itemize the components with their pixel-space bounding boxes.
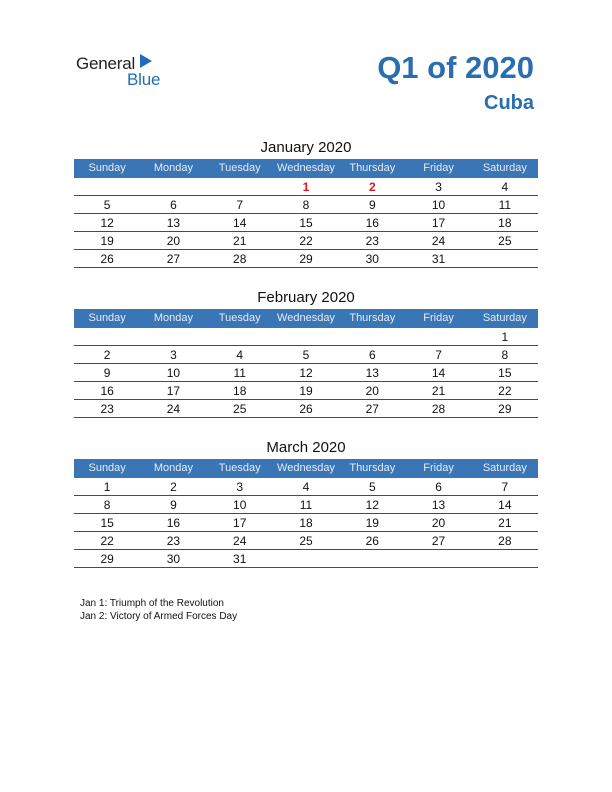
day-cell: 15 [273,214,339,232]
day-cell [74,328,140,346]
weekday-header: Sunday [74,309,140,328]
calendar-grid [74,459,538,568]
day-cell: 26 [74,250,140,268]
day-cell: 7 [472,478,538,496]
weekday-header: Wednesday [273,309,339,328]
day-cell: 26 [339,532,405,550]
logo-text-blue: Blue [127,70,161,89]
day-cell: 10 [140,364,206,382]
day-cell [339,328,405,346]
day-cell: 3 [405,178,471,196]
day-cell: 5 [339,478,405,496]
brand-logo [76,52,176,92]
day-cell: 13 [140,214,206,232]
day-cell: 4 [207,346,273,364]
logo-triangle-icon [140,54,152,68]
weekday-header: Thursday [339,309,405,328]
holiday-note: Jan 2: Victory of Armed Forces Day [80,611,238,622]
month-february [74,287,538,418]
calendar-grid [74,159,538,268]
logo-text-general: General [76,54,136,73]
weekday-header: Sunday [74,459,140,478]
month-title: January 2020 [260,139,352,156]
day-cell [405,328,471,346]
day-cell: 3 [207,478,273,496]
month-january [74,137,538,268]
weekday-header: Wednesday [273,459,339,478]
weekday-header: Saturday [472,459,538,478]
day-cell: 30 [339,250,405,268]
day-cell: 31 [207,550,273,568]
day-cell: 10 [207,496,273,514]
day-cell [140,178,206,196]
day-cell: 19 [339,514,405,532]
day-cell: 27 [405,532,471,550]
day-cell [207,328,273,346]
day-cell: 6 [140,196,206,214]
day-cell: 21 [405,382,471,400]
holiday-day-cell: 2 [339,178,405,196]
day-cell: 22 [74,532,140,550]
day-cell [273,550,339,568]
day-cell [207,178,273,196]
day-cell: 20 [339,382,405,400]
day-cell [273,328,339,346]
day-cell: 12 [74,214,140,232]
day-cell: 14 [472,496,538,514]
weekday-header: Friday [405,159,471,178]
day-cell: 21 [472,514,538,532]
day-cell [405,550,471,568]
day-cell: 25 [207,400,273,418]
day-cell: 30 [140,550,206,568]
day-cell: 20 [405,514,471,532]
day-cell: 28 [472,532,538,550]
day-cell: 19 [74,232,140,250]
day-cell: 6 [405,478,471,496]
day-cell: 9 [74,364,140,382]
day-cell: 24 [405,232,471,250]
day-cell: 6 [339,346,405,364]
day-cell: 18 [273,514,339,532]
month-title: March 2020 [266,439,346,456]
weekday-header: Monday [140,159,206,178]
day-cell [339,550,405,568]
day-cell: 3 [140,346,206,364]
day-cell: 7 [405,346,471,364]
weekday-header: Wednesday [273,159,339,178]
calendar-grid [74,309,538,418]
day-cell: 8 [74,496,140,514]
day-cell: 1 [74,478,140,496]
day-cell: 8 [273,196,339,214]
day-cell: 17 [140,382,206,400]
day-cell: 11 [273,496,339,514]
weekday-header: Friday [405,309,471,328]
day-cell: 13 [405,496,471,514]
day-cell: 7 [207,196,273,214]
day-cell: 13 [339,364,405,382]
weekday-header: Sunday [74,159,140,178]
day-cell: 16 [74,382,140,400]
month-march [74,437,538,568]
day-cell: 24 [207,532,273,550]
day-cell [472,250,538,268]
day-cell: 17 [207,514,273,532]
holiday-notes [80,597,237,623]
day-cell: 21 [207,232,273,250]
day-cell: 26 [273,400,339,418]
weekday-header: Tuesday [207,159,273,178]
country-name: Cuba [484,92,534,114]
day-cell: 14 [405,364,471,382]
day-cell: 23 [140,532,206,550]
page-title: Q1 of 2020 [377,50,534,85]
day-cell: 24 [140,400,206,418]
weekday-header: Thursday [339,159,405,178]
day-cell: 23 [74,400,140,418]
day-cell: 28 [207,250,273,268]
day-cell: 2 [140,478,206,496]
day-cell: 18 [472,214,538,232]
day-cell: 27 [339,400,405,418]
day-cell: 29 [273,250,339,268]
day-cell [74,178,140,196]
day-cell: 10 [405,196,471,214]
day-cell: 29 [74,550,140,568]
day-cell: 12 [339,496,405,514]
day-cell: 11 [472,196,538,214]
day-cell: 4 [472,178,538,196]
day-cell: 4 [273,478,339,496]
day-cell: 16 [140,514,206,532]
day-cell: 12 [273,364,339,382]
day-cell: 9 [140,496,206,514]
weekday-header: Saturday [472,309,538,328]
weekday-header: Friday [405,459,471,478]
holiday-day-cell: 1 [273,178,339,196]
weekday-header: Tuesday [207,309,273,328]
weekday-header: Thursday [339,459,405,478]
day-cell: 31 [405,250,471,268]
day-cell [472,550,538,568]
day-cell: 27 [140,250,206,268]
day-cell: 23 [339,232,405,250]
weekday-header: Tuesday [207,459,273,478]
holiday-note: Jan 1: Triumph of the Revolution [80,598,224,609]
month-title: February 2020 [257,289,355,306]
weekday-header: Monday [140,459,206,478]
weekday-header: Saturday [472,159,538,178]
day-cell: 18 [207,382,273,400]
day-cell: 20 [140,232,206,250]
day-cell: 11 [207,364,273,382]
day-cell: 16 [339,214,405,232]
weekday-header: Monday [140,309,206,328]
day-cell: 2 [74,346,140,364]
day-cell: 29 [472,400,538,418]
day-cell: 25 [472,232,538,250]
day-cell: 1 [472,328,538,346]
day-cell: 15 [74,514,140,532]
day-cell: 15 [472,364,538,382]
day-cell: 8 [472,346,538,364]
day-cell: 5 [74,196,140,214]
day-cell: 25 [273,532,339,550]
day-cell: 17 [405,214,471,232]
day-cell: 19 [273,382,339,400]
day-cell: 28 [405,400,471,418]
day-cell [140,328,206,346]
day-cell: 22 [273,232,339,250]
day-cell: 5 [273,346,339,364]
day-cell: 9 [339,196,405,214]
day-cell: 14 [207,214,273,232]
day-cell: 22 [472,382,538,400]
